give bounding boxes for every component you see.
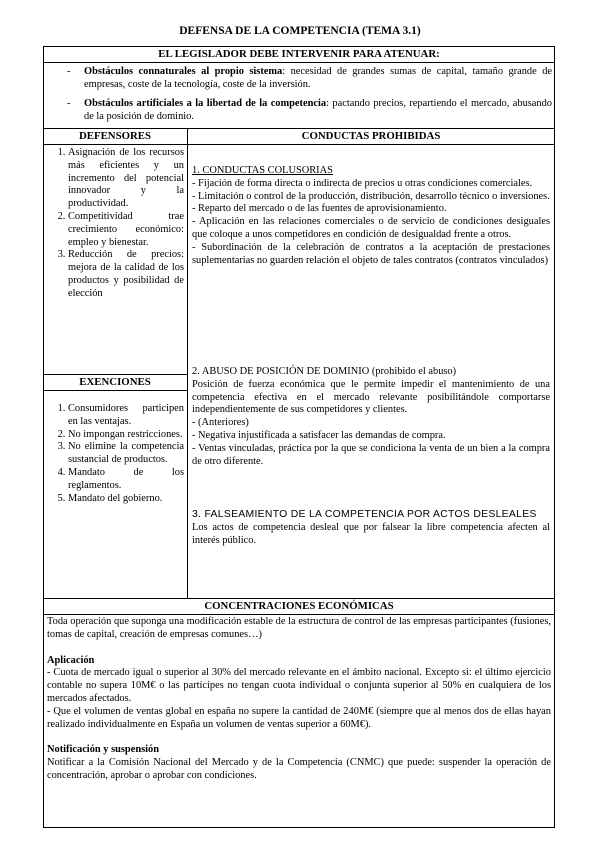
conductas-header: CONDUCTAS PROHIBIDAS (301, 130, 441, 142)
legislador-term: Obstáculos artificiales a la libertad de la competencia (84, 98, 327, 109)
legislador-text: : necesidad de grandes sumas de capital, tamaño grande de empresas, coste de la tecnología, coste de la inversión. (84, 66, 552, 90)
list-item: - Fijación de forma directa o indirecta de precios u otras condiciones comerciales. (192, 177, 533, 189)
legislador-header: EL LEGISLADOR DEBE INTERVENIR PARA ATENUAR: (158, 48, 440, 60)
bullet-dash: - (67, 98, 71, 109)
list-item: 2. Competitividad trae crecimiento económico: empleo y bienestar. (68, 211, 184, 249)
concentraciones-body (47, 616, 551, 783)
notificacion-title: Notificación y suspensión (47, 744, 160, 756)
notificacion-text: Notificar a la Comisión Nacional del Mercado y de la Competencia (CNMC) que puede: suspender la operación de concentración, aprobar o aprobar con condiciones. (47, 757, 551, 781)
section-text: Posición de fuerza económica que le permite impedir el mantenimiento de una competencia efectiva en el mercado relevante posibilitándole comportarse independientemente de sus competidores y clientes. (192, 378, 550, 416)
page-title: DEFENSA DE LA COMPETENCIA (TEMA 3.1) (179, 25, 421, 37)
list-item: - Que el volumen de ventas global en españa no supere la cantidad de 240M€ (siempre que al menos dos de ellas hayan realizado individualmente en España un volumen de ventas superior a 60M€). (47, 705, 551, 730)
defensores-list (46, 147, 184, 301)
list-item: - Aplicación en las relaciones comerciales o de servicio de condiciones desiguales que coloque a unos competidores en condición de desigualdad frente a otros. (192, 216, 550, 240)
legislador-item (44, 66, 552, 92)
list-item: 3. Reducción de precios: mejora de la calidad de los productos y posibilidad de elección (68, 249, 184, 300)
divider (43, 390, 187, 391)
falseamiento-competencia (192, 509, 550, 547)
spacer (47, 642, 551, 655)
divider (43, 128, 555, 129)
defensores-header: DEFENSORES (79, 130, 151, 142)
divider (43, 374, 187, 375)
concentraciones-header: CONCENTRACIONES ECONÓMICAS (204, 600, 394, 612)
list-item: - Limitación o control de la producción, distribución, desarrollo técnico o inversiones. (192, 190, 550, 202)
section-title: 3. FALSEAMIENTO DE LA COMPETENCIA POR ACTOS DESLEALES (192, 509, 537, 520)
list-item: - (Anteriores) (192, 417, 249, 429)
list-item: 5. Mandato del gobierno. (68, 493, 184, 506)
divider (43, 614, 555, 615)
legislador-text: : pactando precios, repartiendo el mercado, abusando de la posición de dominio. (84, 98, 553, 122)
list-item: 4. Mandato de los reglamentos. (68, 467, 184, 493)
list-item: - Subordinación de la celebración de contratos a la aceptación de prestaciones suplementarias no guarden relación el objeto de tales contratos (contratos vinculados) (192, 241, 550, 266)
list-item: - Negativa injustificada a satisfacer las demandas de compra. (192, 429, 446, 441)
list-item: 1. Asignación de los recursos más eficientes y un incremento del potencial innovador y la productividad. (68, 147, 184, 211)
aplicacion-title: Aplicación (47, 654, 95, 666)
concentraciones-intro: Toda operación que suponga una modificación estable de la estructura de control de las empresas participantes (fusiones, tomas de capital, creación de empresas comunes…) (47, 616, 551, 640)
list-item: 2. No impongan restricciones. (68, 429, 184, 442)
list-item: - Ventas vinculadas, práctica por la que se condiciona la venta de un bien a la compra de otro diferente. (192, 442, 550, 467)
list-item: 1. Consumidores participen en las ventajas. (68, 403, 184, 429)
abuso-posicion-dominio (192, 366, 550, 468)
list-item: 3. No elimine la competencia sustancial de productos. (68, 441, 184, 467)
conductas-colusorias (192, 165, 550, 267)
divider (43, 598, 555, 599)
exenciones-list (46, 403, 184, 505)
divider (43, 62, 555, 63)
column-divider (187, 128, 188, 598)
bullet-dash: - (67, 66, 71, 77)
list-item: - Cuota de mercado igual o superior al 30% del mercado relevante en el ámbito nacional. Excepto si: el último ejercicio contable no supera 10M€ o las partícipes no tengan cuota individual o conjunta superior al 50% en cualquiera de los mercados afectados. (47, 667, 551, 704)
legislador-item (44, 98, 552, 124)
exenciones-header: EXENCIONES (79, 376, 151, 388)
section-title: 2. ABUSO DE POSICIÓN DE DOMINIO (prohibido el abuso) (192, 366, 457, 377)
section-title: 1. CONDUCTAS COLUSORIAS (192, 165, 333, 176)
legislador-term: Obstáculos connaturales al propio sistema (84, 66, 283, 77)
section-text: Los actos de competencia desleal que por falsear la libre competencia afecten al interés público. (192, 521, 550, 546)
spacer (47, 731, 551, 744)
divider (43, 144, 555, 145)
list-item: - Reparto del mercado o de las fuentes de aprovisionamiento. (192, 203, 447, 215)
